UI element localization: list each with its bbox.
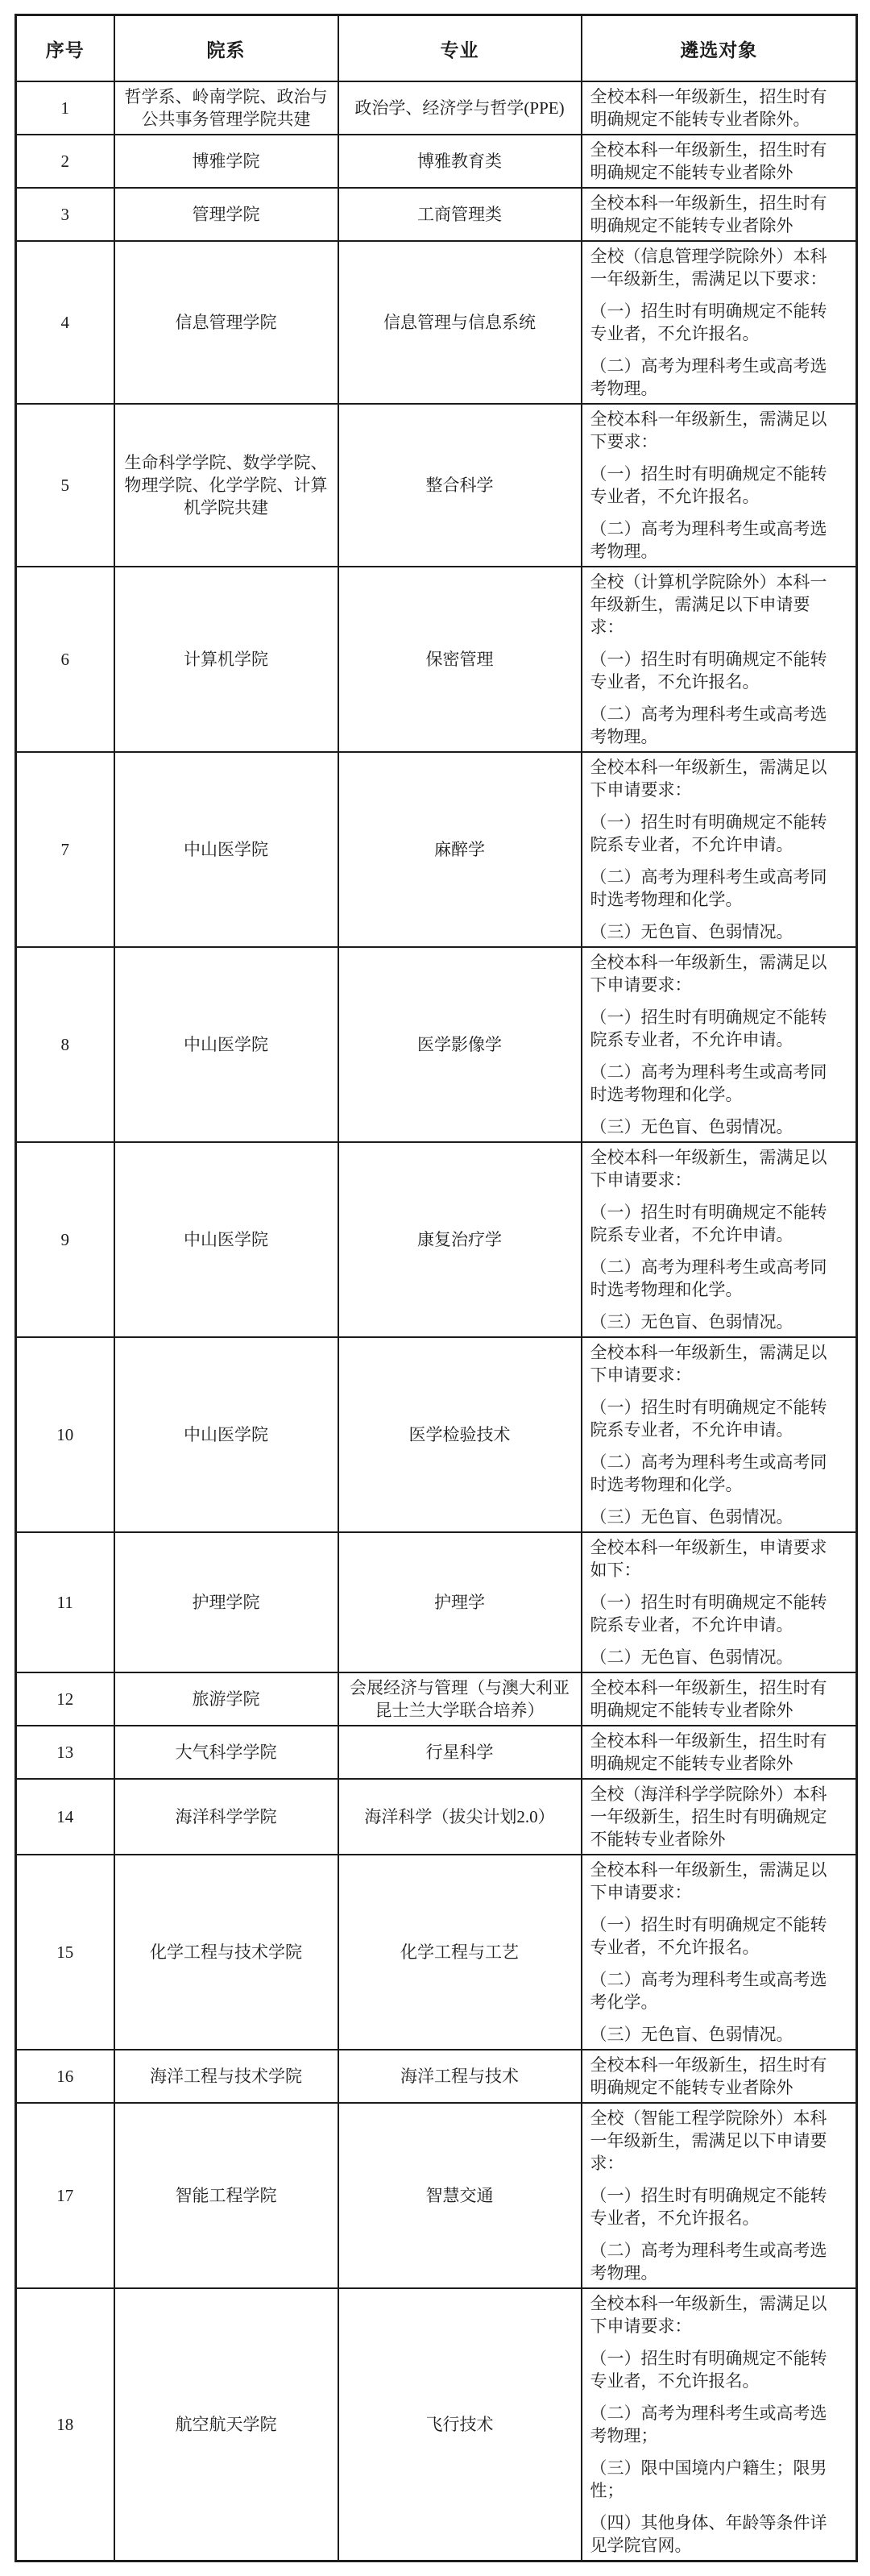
criteria-paragraph: 全校本科一年级新生，招生时有明确规定不能转专业者除外 bbox=[590, 140, 827, 182]
criteria-paragraph: （三）无色盲、色弱情况。 bbox=[590, 1117, 793, 1136]
row-number-cell: 1 bbox=[16, 81, 114, 135]
row-number-cell: 18 bbox=[16, 2288, 114, 2561]
criteria-cell bbox=[582, 2050, 857, 2103]
row-number-cell: 15 bbox=[16, 1855, 114, 2050]
criteria-paragraph: （二）高考为理科考生或高考选考物理。 bbox=[590, 704, 827, 746]
criteria-paragraph: （三）无色盲、色弱情况。 bbox=[590, 1507, 793, 1527]
criteria-paragraph: （一）招生时有明确规定不能转专业者，不允许报名。 bbox=[590, 1915, 827, 1957]
criteria-paragraph: （一）招生时有明确规定不能转专业者，不允许报名。 bbox=[590, 650, 827, 692]
criteria-paragraph: 全校（信息管理学院除外）本科一年级新生，需满足以下要求： bbox=[590, 247, 827, 289]
row-number-cell: 14 bbox=[16, 1779, 114, 1855]
criteria-paragraph: （一）招生时有明确规定不能转院系专业者，不允许申请。 bbox=[590, 812, 827, 854]
major-cell: 行星科学 bbox=[338, 1726, 582, 1779]
department-cell: 管理学院 bbox=[114, 188, 338, 241]
department-cell: 护理学院 bbox=[114, 1532, 338, 1672]
table-row bbox=[16, 81, 857, 135]
major-cell: 智慧交通 bbox=[338, 2103, 582, 2288]
department-cell: 中山医学院 bbox=[114, 1337, 338, 1532]
major-cell: 博雅教育类 bbox=[338, 135, 582, 188]
table-row bbox=[16, 567, 857, 752]
row-number-cell: 5 bbox=[16, 404, 114, 567]
row-number-cell: 17 bbox=[16, 2103, 114, 2288]
header-major: 专业 bbox=[338, 15, 582, 82]
major-cell: 麻醉学 bbox=[338, 752, 582, 947]
criteria-paragraph: 全校本科一年级新生，招生时有明确规定不能转专业者除外 bbox=[590, 2055, 827, 2097]
department-cell: 信息管理学院 bbox=[114, 241, 338, 404]
criteria-cell bbox=[582, 135, 857, 188]
table-row bbox=[16, 1855, 857, 2050]
criteria-paragraph: 全校本科一年级新生，招生时有明确规定不能转专业者除外 bbox=[590, 1731, 827, 1773]
department-cell: 海洋科学学院 bbox=[114, 1779, 338, 1855]
criteria-paragraph: （一）招生时有明确规定不能转院系专业者，不允许申请。 bbox=[590, 1398, 827, 1440]
criteria-paragraph: （四）其他身体、年龄等条件详见学院官网。 bbox=[590, 2513, 827, 2555]
criteria-paragraph: 全校本科一年级新生，需满足以下申请要求： bbox=[590, 758, 827, 800]
criteria-paragraph: （二）高考为理科考生或高考选考物理。 bbox=[590, 356, 827, 398]
criteria-paragraph: （三）限中国境内户籍生；限男性； bbox=[590, 2458, 827, 2500]
criteria-paragraph: （二）高考为理科考生或高考同时选考物理和化学。 bbox=[590, 867, 827, 909]
criteria-paragraph: 全校本科一年级新生，需满足以下要求： bbox=[590, 409, 827, 451]
major-cell: 整合科学 bbox=[338, 404, 582, 567]
table-row bbox=[16, 752, 857, 947]
criteria-paragraph: （三）无色盲、色弱情况。 bbox=[590, 922, 793, 941]
row-number-cell: 11 bbox=[16, 1532, 114, 1672]
row-number-cell: 9 bbox=[16, 1142, 114, 1337]
major-cell: 医学影像学 bbox=[338, 947, 582, 1142]
row-number-cell: 6 bbox=[16, 567, 114, 752]
department-cell: 中山医学院 bbox=[114, 1142, 338, 1337]
criteria-paragraph: （二）高考为理科考生或高考同时选考物理和化学。 bbox=[590, 1062, 827, 1104]
table-row bbox=[16, 1337, 857, 1532]
major-cell: 会展经济与管理（与澳大利亚昆士兰大学联合培养） bbox=[338, 1672, 582, 1726]
criteria-cell bbox=[582, 81, 857, 135]
major-cell: 信息管理与信息系统 bbox=[338, 241, 582, 404]
department-cell: 计算机学院 bbox=[114, 567, 338, 752]
criteria-paragraph: 全校（海洋科学学院除外）本科一年级新生，招生时有明确规定不能转专业者除外 bbox=[590, 1785, 827, 1849]
criteria-cell bbox=[582, 947, 857, 1142]
criteria-paragraph: （二）高考为理科考生或高考选考化学。 bbox=[590, 1970, 827, 2012]
criteria-paragraph: （一）招生时有明确规定不能转专业者，不允许报名。 bbox=[590, 2349, 827, 2391]
major-cell: 医学检验技术 bbox=[338, 1337, 582, 1532]
criteria-cell bbox=[582, 1337, 857, 1532]
criteria-paragraph: 全校（计算机学院除外）本科一年级新生，需满足以下申请要求： bbox=[590, 572, 827, 637]
criteria-paragraph: （二）高考为理科考生或高考选考物理。 bbox=[590, 2241, 827, 2283]
table-row bbox=[16, 947, 857, 1142]
criteria-cell bbox=[582, 2288, 857, 2561]
criteria-paragraph: （一）招生时有明确规定不能转院系专业者，不允许申请。 bbox=[590, 1593, 827, 1635]
row-number-cell: 10 bbox=[16, 1337, 114, 1532]
row-number-cell: 2 bbox=[16, 135, 114, 188]
criteria-paragraph: 全校本科一年级新生，招生时有明确规定不能转专业者除外 bbox=[590, 193, 827, 235]
criteria-paragraph: 全校本科一年级新生，需满足以下申请要求： bbox=[590, 1148, 827, 1190]
criteria-cell bbox=[582, 1855, 857, 2050]
criteria-paragraph: （一）招生时有明确规定不能转专业者，不允许报名。 bbox=[590, 301, 827, 343]
major-cell: 保密管理 bbox=[338, 567, 582, 752]
criteria-paragraph: 全校本科一年级新生，需满足以下申请要求： bbox=[590, 953, 827, 995]
criteria-cell bbox=[582, 241, 857, 404]
table-row bbox=[16, 2103, 857, 2288]
department-cell: 中山医学院 bbox=[114, 947, 338, 1142]
major-cell: 护理学 bbox=[338, 1532, 582, 1672]
criteria-cell bbox=[582, 1532, 857, 1672]
row-number-cell: 13 bbox=[16, 1726, 114, 1779]
row-number-cell: 8 bbox=[16, 947, 114, 1142]
criteria-paragraph: 全校本科一年级新生，申请要求如下： bbox=[590, 1538, 827, 1580]
header-row bbox=[16, 15, 857, 82]
table-row bbox=[16, 1726, 857, 1779]
criteria-cell bbox=[582, 404, 857, 567]
criteria-cell bbox=[582, 2103, 857, 2288]
major-cell: 海洋工程与技术 bbox=[338, 2050, 582, 2103]
criteria-paragraph: （二）高考为理科考生或高考选考物理； bbox=[590, 2404, 827, 2445]
header-department: 院系 bbox=[114, 15, 338, 82]
major-cell: 海洋科学（拔尖计划2.0） bbox=[338, 1779, 582, 1855]
row-number-cell: 16 bbox=[16, 2050, 114, 2103]
criteria-paragraph: （三）无色盲、色弱情况。 bbox=[590, 2025, 793, 2044]
criteria-paragraph: （一）招生时有明确规定不能转专业者，不允许报名。 bbox=[590, 2186, 827, 2228]
row-number-cell: 7 bbox=[16, 752, 114, 947]
major-cell: 政治学、经济学与哲学(PPE) bbox=[338, 81, 582, 135]
table-row bbox=[16, 2050, 857, 2103]
department-cell: 旅游学院 bbox=[114, 1672, 338, 1726]
header-no: 序号 bbox=[16, 15, 114, 82]
criteria-paragraph: （一）招生时有明确规定不能转专业者，不允许报名。 bbox=[590, 464, 827, 506]
department-cell: 博雅学院 bbox=[114, 135, 338, 188]
criteria-paragraph: 全校本科一年级新生，需满足以下申请要求： bbox=[590, 1860, 827, 1902]
criteria-cell bbox=[582, 1142, 857, 1337]
department-cell: 海洋工程与技术学院 bbox=[114, 2050, 338, 2103]
criteria-cell bbox=[582, 1726, 857, 1779]
table-row bbox=[16, 1672, 857, 1726]
row-number-cell: 3 bbox=[16, 188, 114, 241]
criteria-paragraph: （二）高考为理科考生或高考同时选考物理和化学。 bbox=[590, 1257, 827, 1299]
criteria-cell bbox=[582, 752, 857, 947]
major-cell: 飞行技术 bbox=[338, 2288, 582, 2561]
criteria-cell bbox=[582, 1779, 857, 1855]
criteria-paragraph: （二）高考为理科考生或高考同时选考物理和化学。 bbox=[590, 1452, 827, 1494]
table-row bbox=[16, 1779, 857, 1855]
criteria-paragraph: 全校本科一年级新生，招生时有明确规定不能转专业者除外 bbox=[590, 1678, 827, 1720]
table-row bbox=[16, 1532, 857, 1672]
major-cell: 化学工程与工艺 bbox=[338, 1855, 582, 2050]
criteria-paragraph: （二）无色盲、色弱情况。 bbox=[590, 1647, 793, 1667]
department-cell: 化学工程与技术学院 bbox=[114, 1855, 338, 2050]
major-cell: 工商管理类 bbox=[338, 188, 582, 241]
criteria-paragraph: （二）高考为理科考生或高考选考物理。 bbox=[590, 519, 827, 561]
criteria-paragraph: （一）招生时有明确规定不能转院系专业者，不允许申请。 bbox=[590, 1008, 827, 1049]
major-selection-table bbox=[14, 14, 858, 2562]
department-cell: 生命科学学院、数学学院、物理学院、化学学院、计算机学院共建 bbox=[114, 404, 338, 567]
table-row bbox=[16, 188, 857, 241]
table-body bbox=[16, 81, 857, 2561]
criteria-cell bbox=[582, 567, 857, 752]
header-criteria: 遴选对象 bbox=[582, 15, 857, 82]
row-number-cell: 4 bbox=[16, 241, 114, 404]
table-header bbox=[16, 15, 857, 82]
table-row bbox=[16, 1142, 857, 1337]
criteria-paragraph: （一）招生时有明确规定不能转院系专业者，不允许申请。 bbox=[590, 1203, 827, 1244]
table-row bbox=[16, 404, 857, 567]
major-cell: 康复治疗学 bbox=[338, 1142, 582, 1337]
criteria-paragraph: 全校（智能工程学院除外）本科一年级新生，需满足以下申请要求： bbox=[590, 2109, 827, 2173]
department-cell: 哲学系、岭南学院、政治与公共事务管理学院共建 bbox=[114, 81, 338, 135]
table-row bbox=[16, 135, 857, 188]
criteria-paragraph: 全校本科一年级新生，需满足以下申请要求： bbox=[590, 1343, 827, 1385]
criteria-paragraph: （三）无色盲、色弱情况。 bbox=[590, 1312, 793, 1332]
department-cell: 中山医学院 bbox=[114, 752, 338, 947]
criteria-cell bbox=[582, 188, 857, 241]
department-cell: 大气科学学院 bbox=[114, 1726, 338, 1779]
criteria-paragraph: 全校本科一年级新生，需满足以下申请要求： bbox=[590, 2294, 827, 2336]
table-row bbox=[16, 241, 857, 404]
row-number-cell: 12 bbox=[16, 1672, 114, 1726]
criteria-paragraph: 全校本科一年级新生，招生时有明确规定不能转专业者除外。 bbox=[590, 87, 827, 129]
table-row bbox=[16, 2288, 857, 2561]
department-cell: 航空航天学院 bbox=[114, 2288, 338, 2561]
department-cell: 智能工程学院 bbox=[114, 2103, 338, 2288]
criteria-cell bbox=[582, 1672, 857, 1726]
